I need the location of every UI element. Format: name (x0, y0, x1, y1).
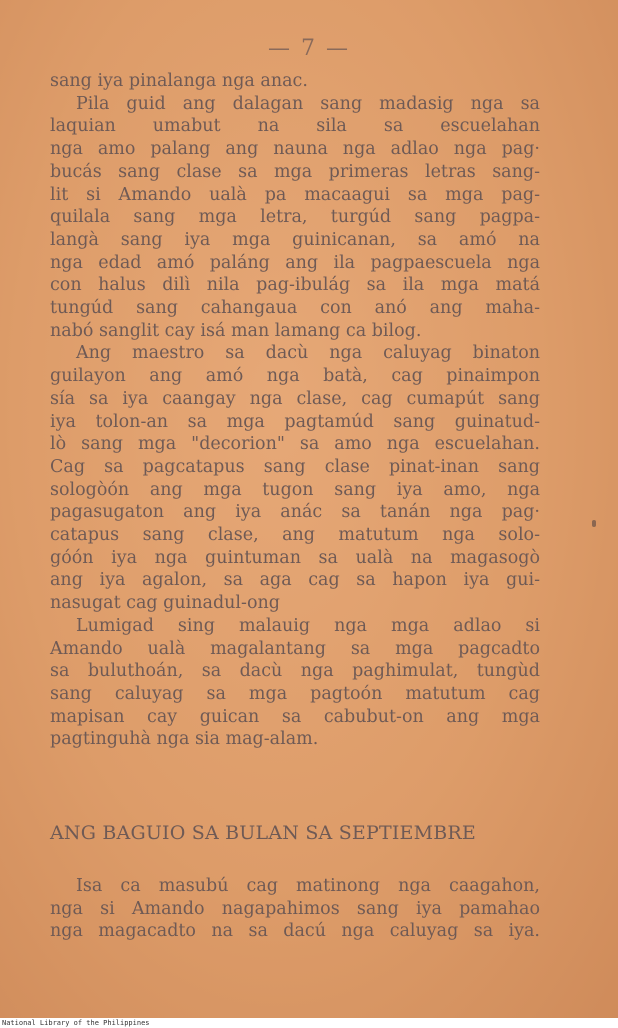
text-line: nga amo palang ang nauna nga adlao nga pag· (50, 139, 540, 160)
text-line: Lumigad sing malauig nga mga adlao si (76, 615, 540, 636)
text-line: lò sang mga "decorion" sa amo nga escuelahan. (50, 434, 540, 455)
paper-speck (592, 520, 596, 527)
text-line: tungúd sang cahangaua con anó ang maha- (50, 298, 540, 319)
section-paragraph (50, 875, 540, 943)
page-number: — 7 — (268, 36, 350, 61)
text-line: nga edad amó paláng ang ila pagpaescuela nga (50, 252, 540, 273)
text-line: lit si Amando ualà pa macaagui sa mga pag- (50, 184, 540, 205)
text-line: sía sa iya caangay nga clase, cag cumapút sang (50, 388, 540, 409)
section-heading: ANG BAGUIO SA BULAN SA SEPTIEMBRE (50, 822, 477, 844)
text-line: guilayon ang amó nga batà, cag pinaimpon (50, 366, 540, 387)
text-line: sologòón ang mga tugon sang iya amo, nga (50, 479, 540, 500)
text-line: quilala sang mga letra, turgúd sang pagpa- (50, 207, 540, 228)
text-line: pagasugaton ang iya anác sa tanán nga pag· (50, 502, 540, 523)
text-line: nga magacadto na sa dacú nga caluyag sa iya. (50, 921, 540, 942)
text-line: nasugat cag guinadul-ong (50, 593, 280, 614)
text-line: langà sang iya mga guinicanan, sa amó na (50, 229, 540, 250)
text-line: laquian umabut na sila sa escuelahan (50, 116, 540, 137)
text-line: sang iya pinalanga nga anac. (50, 71, 308, 91)
text-line: Cag sa pagcatapus sang clase pinat-inan sang (50, 456, 540, 477)
text-line: ang iya agalon, sa aga cag sa hapon iya gui- (50, 570, 540, 591)
text-line: pagtinguhà nga sia mag-alam. (50, 729, 319, 750)
text-line: sang caluyag sa mga pagtoón matutum cag (50, 683, 540, 704)
text-line: nabó sanglit cay isá man lamang ca bilog. (50, 320, 422, 341)
text-line: catapus sang clase, ang matutum nga solo- (50, 525, 540, 546)
text-line: con halus dilì nila pag-ibulág sa ila mga matá (50, 275, 540, 296)
body-paragraphs (50, 70, 540, 751)
text-line: Isa ca masubú cag matinong nga caagahon, (76, 876, 540, 896)
text-line: bucás sang clase sa mga primeras letras sang- (50, 161, 540, 182)
text-line: Pila guid ang dalagan sang madasig nga sa (76, 93, 540, 114)
text-line: iya tolon-an sa mga pagtamúd sang guinatud- (50, 411, 540, 432)
text-line: Amando ualà magalantang sa mga pagcadto (50, 638, 540, 659)
text-line: sa buluthoán, sa dacù nga paghimulat, tungùd (50, 661, 540, 682)
text-line: Ang maestro sa dacù nga caluyag binaton (76, 343, 540, 364)
text-line: nga si Amando nagapahimos sang iya pamahao (50, 898, 540, 919)
text-line: góón iya nga guintuman sa ualà na magasogò (50, 547, 540, 568)
library-credit: National Library of the Philippines (2, 1019, 150, 1027)
text-line: mapisan cay guican sa cabubut-on ang mga (50, 706, 540, 727)
